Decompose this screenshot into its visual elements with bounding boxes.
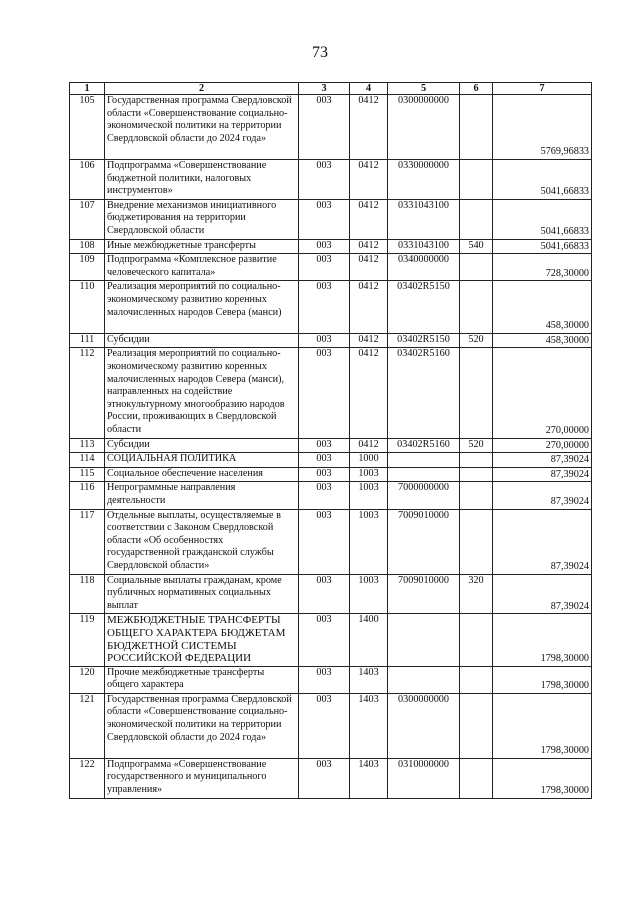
row-sum: 87,39024	[493, 482, 592, 509]
row-name: Отдельные выплаты, осуществляемые в соответствии с Законом Свердловской области «Об особенностях государственной гражданской службы Свердловской области»	[105, 509, 299, 574]
row-col6	[460, 666, 493, 693]
row-name: Социальные выплаты гражданам, кроме публичных нормативных социальных выплат	[105, 574, 299, 614]
row-name: Иные межбюджетные трансферты	[105, 239, 299, 254]
row-col3: 003	[299, 574, 350, 614]
row-name: Подпрограмма «Совершенствование государственного и муниципального управления»	[105, 758, 299, 798]
row-col6	[460, 693, 493, 758]
row-name: Непрограммные направления деятельности	[105, 482, 299, 509]
table-row	[70, 254, 592, 281]
row-col6	[460, 467, 493, 482]
row-col3: 003	[299, 758, 350, 798]
table-header-row	[70, 83, 592, 95]
row-col4: 0412	[350, 281, 388, 333]
column-header-3: 3	[299, 83, 350, 95]
row-col3: 003	[299, 95, 350, 160]
row-col5: 7009010000	[388, 574, 460, 614]
table-row	[70, 95, 592, 160]
row-col5: 0330000000	[388, 160, 460, 200]
row-col5: 0340000000	[388, 254, 460, 281]
row-col6: 520	[460, 333, 493, 348]
row-col5: 0331043100	[388, 239, 460, 254]
row-col4: 1003	[350, 482, 388, 509]
table-row	[70, 666, 592, 693]
row-col4: 1003	[350, 574, 388, 614]
row-name: Субсидии	[105, 333, 299, 348]
row-col6	[460, 614, 493, 666]
row-sum: 5041,66833	[493, 160, 592, 200]
row-number: 108	[70, 239, 105, 254]
row-col6: 320	[460, 574, 493, 614]
row-name: Государственная программа Свердловской области «Совершенствование социально-экономической политики на территории Свердловской области до 2024 года»	[105, 693, 299, 758]
row-col4: 0412	[350, 333, 388, 348]
row-col3: 003	[299, 281, 350, 333]
row-col3: 003	[299, 614, 350, 666]
row-number: 113	[70, 438, 105, 453]
table-row	[70, 199, 592, 239]
row-name: Подпрограмма «Комплексное развитие человеческого капитала»	[105, 254, 299, 281]
row-number: 115	[70, 467, 105, 482]
row-sum: 1798,30000	[493, 758, 592, 798]
row-col3: 003	[299, 509, 350, 574]
column-header-7: 7	[493, 83, 592, 95]
row-sum: 5041,66833	[493, 239, 592, 254]
row-col3: 003	[299, 693, 350, 758]
row-col3: 003	[299, 482, 350, 509]
row-col5	[388, 453, 460, 468]
row-sum: 1798,30000	[493, 614, 592, 666]
column-header-1: 1	[70, 83, 105, 95]
row-number: 105	[70, 95, 105, 160]
row-col4: 0412	[350, 160, 388, 200]
column-header-2: 2	[105, 83, 299, 95]
row-col4: 0412	[350, 239, 388, 254]
row-col4: 0412	[350, 95, 388, 160]
row-col3: 003	[299, 348, 350, 438]
row-col4: 1403	[350, 758, 388, 798]
row-sum: 728,30000	[493, 254, 592, 281]
row-col5: 0310000000	[388, 758, 460, 798]
row-number: 110	[70, 281, 105, 333]
row-col4: 1003	[350, 467, 388, 482]
row-col5	[388, 614, 460, 666]
row-name: Социальное обеспечение населения	[105, 467, 299, 482]
row-col5: 03402R5150	[388, 281, 460, 333]
row-number: 111	[70, 333, 105, 348]
row-number: 122	[70, 758, 105, 798]
column-header-5: 5	[388, 83, 460, 95]
row-sum: 87,39024	[493, 509, 592, 574]
row-col3: 003	[299, 333, 350, 348]
table-row	[70, 467, 592, 482]
row-name: Подпрограмма «Совершенствование бюджетной политики, налоговых инструментов»	[105, 160, 299, 200]
row-number: 106	[70, 160, 105, 200]
row-col3: 003	[299, 666, 350, 693]
row-sum: 270,00000	[493, 438, 592, 453]
row-sum: 1798,30000	[493, 693, 592, 758]
row-col4: 1000	[350, 453, 388, 468]
row-name: Субсидии	[105, 438, 299, 453]
row-number: 107	[70, 199, 105, 239]
row-sum: 87,39024	[493, 467, 592, 482]
table-row	[70, 333, 592, 348]
row-col3: 003	[299, 160, 350, 200]
row-sum: 5769,96833	[493, 95, 592, 160]
row-col6	[460, 254, 493, 281]
row-col6	[460, 160, 493, 200]
row-col4: 1003	[350, 509, 388, 574]
row-sum: 458,30000	[493, 333, 592, 348]
table-row	[70, 693, 592, 758]
table-row	[70, 758, 592, 798]
row-number: 112	[70, 348, 105, 438]
row-number: 116	[70, 482, 105, 509]
row-col3: 003	[299, 239, 350, 254]
row-col6	[460, 509, 493, 574]
row-name: Прочие межбюджетные трансферты общего характера	[105, 666, 299, 693]
column-header-4: 4	[350, 83, 388, 95]
table-row	[70, 614, 592, 666]
row-sum: 5041,66833	[493, 199, 592, 239]
row-col5: 0300000000	[388, 693, 460, 758]
row-number: 109	[70, 254, 105, 281]
row-col5: 0331043100	[388, 199, 460, 239]
column-header-6: 6	[460, 83, 493, 95]
row-name: Реализация мероприятий по социально-экономическому развитию коренных малочисленных народов Севера (манси), направленных на содействие этнокультурному многообразию народов России, проживающих в Свердловской области	[105, 348, 299, 438]
row-sum: 87,39024	[493, 453, 592, 468]
row-col6	[460, 348, 493, 438]
row-sum: 87,39024	[493, 574, 592, 614]
table-row	[70, 281, 592, 333]
row-col5: 7009010000	[388, 509, 460, 574]
row-number: 118	[70, 574, 105, 614]
row-col5	[388, 666, 460, 693]
row-col6	[460, 199, 493, 239]
row-col6: 540	[460, 239, 493, 254]
row-col3: 003	[299, 453, 350, 468]
row-number: 117	[70, 509, 105, 574]
row-col4: 1403	[350, 693, 388, 758]
row-sum: 270,00000	[493, 348, 592, 438]
row-col5: 0300000000	[388, 95, 460, 160]
row-name: МЕЖБЮДЖЕТНЫЕ ТРАНСФЕРТЫ ОБЩЕГО ХАРАКТЕРА БЮДЖЕТАМ БЮДЖЕТНОЙ СИСТЕМЫ РОССИЙСКОЙ ФЕДЕРАЦИИ	[105, 614, 299, 666]
row-sum: 1798,30000	[493, 666, 592, 693]
row-col4: 1400	[350, 614, 388, 666]
row-col3: 003	[299, 199, 350, 239]
row-col3: 003	[299, 467, 350, 482]
table-row	[70, 348, 592, 438]
row-number: 114	[70, 453, 105, 468]
row-col3: 003	[299, 254, 350, 281]
table-row	[70, 482, 592, 509]
row-col4: 1403	[350, 666, 388, 693]
row-name: СОЦИАЛЬНАЯ ПОЛИТИКА	[105, 453, 299, 468]
row-number: 121	[70, 693, 105, 758]
row-col5: 03402R5160	[388, 348, 460, 438]
row-name: Внедрение механизмов инициативного бюджетирования на территории Свердловской области	[105, 199, 299, 239]
table-row	[70, 160, 592, 200]
table-row	[70, 509, 592, 574]
row-col6	[460, 758, 493, 798]
row-col6: 520	[460, 438, 493, 453]
row-name: Реализация мероприятий по социально-экономическому развитию коренных малочисленных народов Севера (манси)	[105, 281, 299, 333]
row-col6	[460, 453, 493, 468]
row-col4: 0412	[350, 199, 388, 239]
table-body	[70, 95, 592, 799]
budget-table	[69, 82, 592, 799]
table-row	[70, 239, 592, 254]
row-col6	[460, 281, 493, 333]
table-row	[70, 438, 592, 453]
table-row	[70, 574, 592, 614]
row-col6	[460, 482, 493, 509]
row-name: Государственная программа Свердловской области «Совершенствование социально-экономической политики на территории Свердловской области до 2024 года»	[105, 95, 299, 160]
row-number: 119	[70, 614, 105, 666]
row-col5	[388, 467, 460, 482]
row-col3: 003	[299, 438, 350, 453]
row-number: 120	[70, 666, 105, 693]
page-number: 73	[312, 44, 328, 61]
row-col4: 0412	[350, 438, 388, 453]
row-col5: 03402R5160	[388, 438, 460, 453]
row-col4: 0412	[350, 254, 388, 281]
table-row	[70, 453, 592, 468]
row-col5: 7000000000	[388, 482, 460, 509]
row-col5: 03402R5150	[388, 333, 460, 348]
row-sum: 458,30000	[493, 281, 592, 333]
row-col6	[460, 95, 493, 160]
row-col4: 0412	[350, 348, 388, 438]
